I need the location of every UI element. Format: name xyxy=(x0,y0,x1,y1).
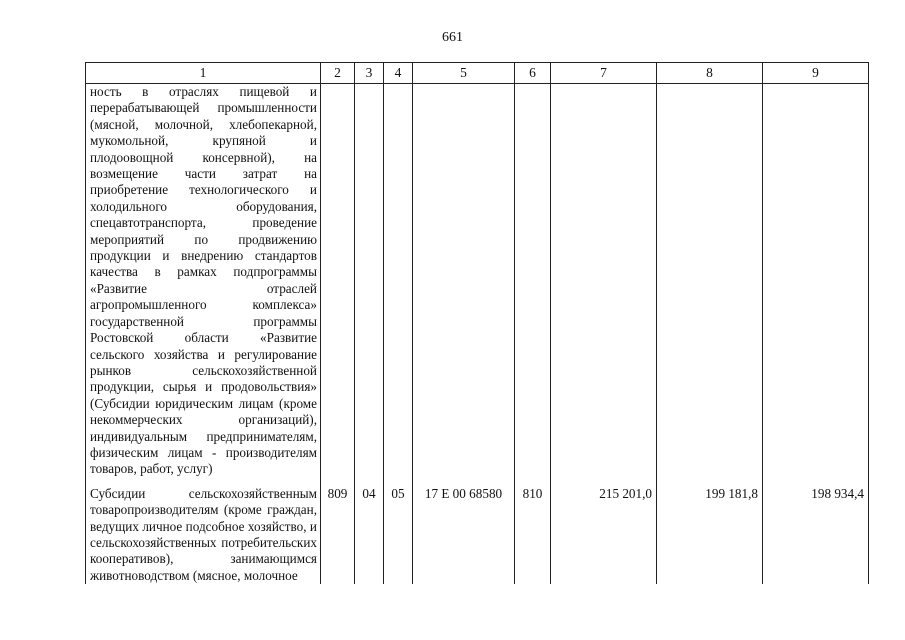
column-header: 2 xyxy=(321,63,355,84)
budget-table xyxy=(85,62,869,584)
row-description: Субсидии сельскохозяйственным товаропроизводителям (кроме граждан, ведущих личное подсобное хозяйство, и сельскохозяйственных потребительских кооперативов), занимающимся животноводством (мясное, молочное xyxy=(86,486,321,584)
cell-amount-year2: 199 181,8 xyxy=(657,486,763,584)
cell-amount-year1: 215 201,0 xyxy=(551,486,657,584)
column-header: 5 xyxy=(413,63,515,84)
page-number: 661 xyxy=(442,30,463,45)
row-description: ность в отраслях пищевой и перерабатывающей промышленности (мясной, молочной, хлебопекарной, мукомольной, крупяной и плодоовощной консервной), на возмещение части затрат на приобретение технологического и холодильного оборудования, спецавтотранспорта, проведение мероприятий по продвижению продукции и внедрению стандартов качества в рамках подпрограммы «Развитие отраслей агропромышленного комплекса» государственной программы Ростовской области «Развитие сельского хозяйства и регулирование рынков сельскохозяйственной продукции, сырья и продовольствия» (Субсидии юридическим лицам (кроме некоммерческих организаций), индивидуальным предпринимателям, физическим лицам - производителям товаров, работ, услуг) xyxy=(86,84,321,486)
column-header: 3 xyxy=(355,63,384,84)
cell-amount-year2 xyxy=(657,84,763,486)
cell-expense-type: 810 xyxy=(515,486,551,584)
cell-section-code xyxy=(355,84,384,486)
cell-subsection-code: 05 xyxy=(384,486,413,584)
column-header: 6 xyxy=(515,63,551,84)
cell-ministry-code xyxy=(321,84,355,486)
column-header: 7 xyxy=(551,63,657,84)
cell-subsection-code xyxy=(384,84,413,486)
cell-target-article xyxy=(413,84,515,486)
table-row xyxy=(86,84,869,486)
column-header: 9 xyxy=(763,63,869,84)
cell-ministry-code: 809 xyxy=(321,486,355,584)
column-header: 8 xyxy=(657,63,763,84)
column-header: 4 xyxy=(384,63,413,84)
cell-section-code: 04 xyxy=(355,486,384,584)
table-row xyxy=(86,486,869,584)
cell-expense-type xyxy=(515,84,551,486)
cell-amount-year3: 198 934,4 xyxy=(763,486,869,584)
cell-amount-year3 xyxy=(763,84,869,486)
header-row xyxy=(86,63,869,84)
cell-amount-year1 xyxy=(551,84,657,486)
cell-target-article: 17 Е 00 68580 xyxy=(413,486,515,584)
column-header: 1 xyxy=(86,63,321,84)
